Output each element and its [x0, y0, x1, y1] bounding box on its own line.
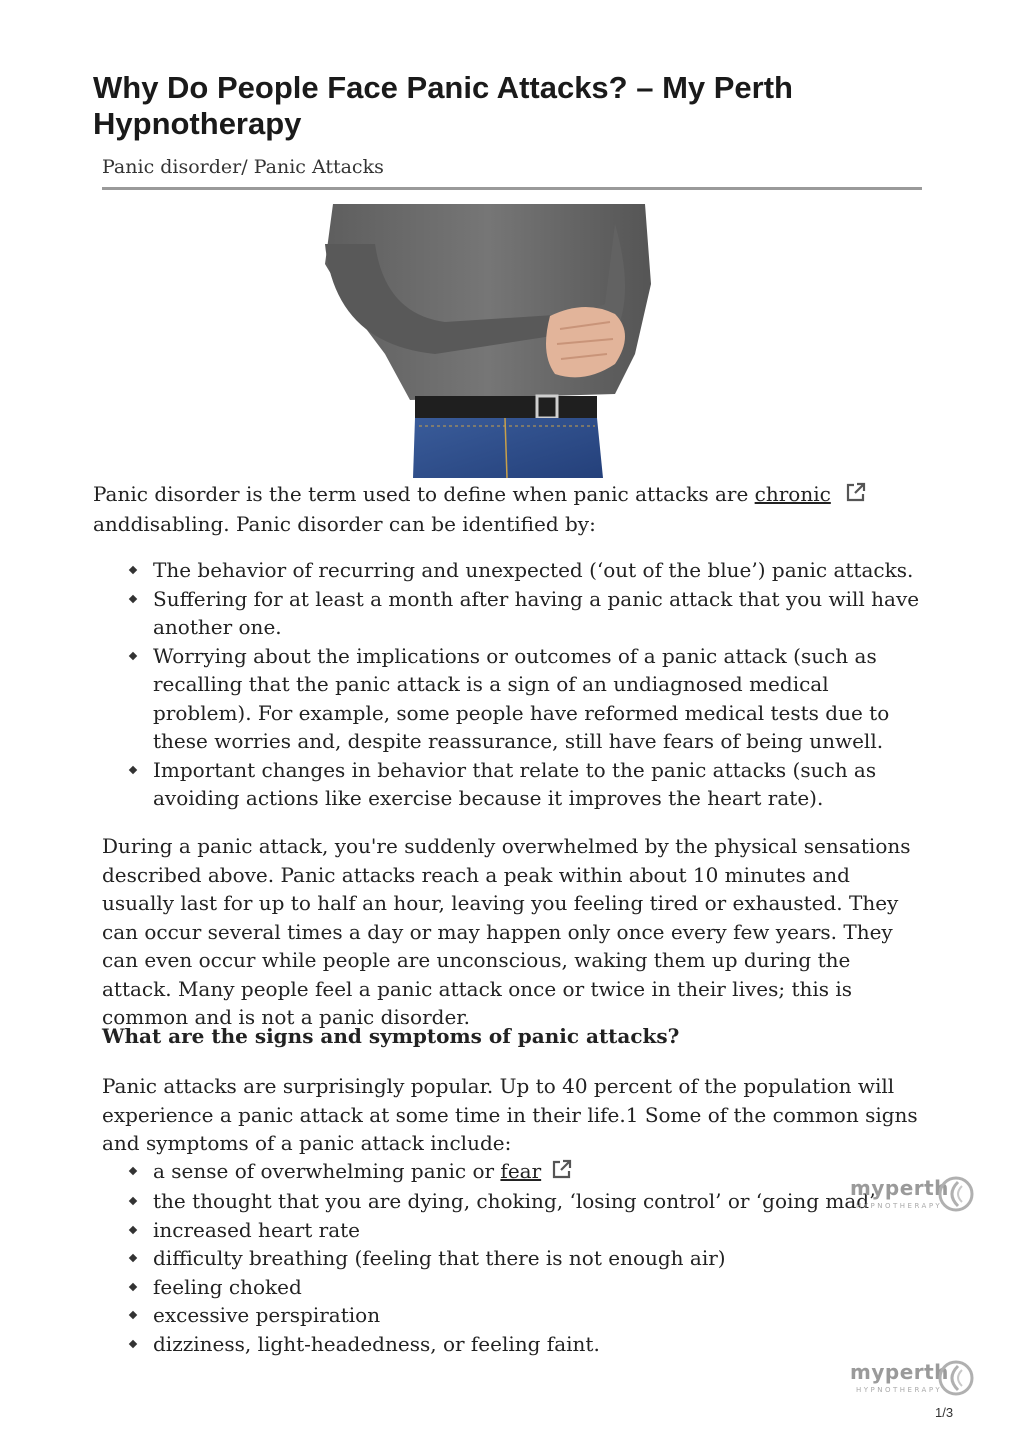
page-number: 1/3 [935, 1405, 954, 1420]
intro-text-after: anddisabling. Panic disorder can be identified by: [93, 512, 596, 537]
diamond-bullet-icon [129, 1197, 137, 1205]
hypnotherapy-logo-icon [938, 1360, 974, 1396]
panic-disorder-criteria-list [130, 556, 920, 813]
list-item: excessive perspiration [130, 1301, 920, 1330]
page-title: Why Do People Face Panic Attacks? – My Perth Hypnotherapy [93, 70, 793, 141]
list-item: The behavior of recurring and unexpected (‘out of the blue’) panic attacks. [130, 556, 920, 585]
list-item: a sense of overwhelming panic or fear [130, 1157, 920, 1187]
diamond-bullet-icon [129, 1311, 137, 1319]
diamond-bullet-icon [129, 1254, 137, 1262]
intro-text-before: Panic disorder is the term used to define when panic attacks are [93, 482, 755, 506]
myperth-logo: myperth HYPNOTHERAPY [850, 1360, 974, 1400]
fear-link[interactable]: fear [500, 1159, 542, 1183]
external-link-icon[interactable] [845, 481, 867, 511]
list-item: difficulty breathing (feeling that there is not enough air) [130, 1244, 920, 1273]
diamond-bullet-icon [129, 1283, 137, 1291]
panic-attack-paragraph: During a panic attack, you're suddenly overwhelmed by the physical sensations described above. Panic attacks reach a peak within about 10 minutes and usually last for up to half an hour, leaving you feeling tired or exhausted. They can occur several times a day or may happen only once every few years. They can even occur while people are unconscious, waking them up during the attack. Many people feel a panic attack once or twice in their lives; this is common and is not a panic disorder. [102, 834, 911, 1029]
diamond-bullet-icon [129, 594, 137, 602]
diamond-bullet-icon [129, 651, 137, 659]
intro-paragraph [93, 480, 993, 539]
list-item: Important changes in behavior that relate to the panic attacks (such as avoiding actions like exercise because it improves the heart rate). [130, 756, 920, 813]
list-item: the thought that you are dying, choking, ‘losing control’ or ‘going mad’ [130, 1187, 920, 1216]
diamond-bullet-icon [129, 1167, 137, 1175]
breadcrumb: Panic disorder/ Panic Attacks [102, 156, 384, 178]
diamond-bullet-icon [129, 1226, 137, 1234]
list-item: Worrying about the implications or outcomes of a panic attack (such as recalling that the panic attack is a sign of an undiagnosed medical problem). For example, some people have reformed medical tests due to these worries and, despite reassurance, still have fears of being unwell. [130, 642, 920, 756]
list-item: dizziness, light-headedness, or feeling faint. [130, 1330, 920, 1359]
diamond-bullet-icon [129, 765, 137, 773]
signs-paragraph: Panic attacks are surprisingly popular. Up to 40 percent of the population will experience a panic attack at some time in their life.1 Some of the common signs and symptoms of a panic attack include: [102, 1074, 918, 1155]
list-item: Suffering for at least a month after having a panic attack that you will have another one. [130, 585, 920, 642]
list-item: feeling choked [130, 1273, 920, 1302]
diamond-bullet-icon [129, 566, 137, 574]
diamond-bullet-icon [129, 1340, 137, 1348]
hypnotherapy-logo-icon [938, 1176, 974, 1212]
external-link-icon[interactable] [551, 1158, 573, 1188]
symptoms-list [130, 1157, 920, 1358]
chronic-link[interactable]: chronic [754, 482, 831, 506]
myperth-logo: myperth HYPNOTHERAPY [850, 1176, 974, 1216]
signs-heading: What are the signs and symptoms of panic attacks? [102, 1024, 680, 1048]
title-divider [102, 187, 922, 190]
list-item: increased heart rate [130, 1216, 920, 1245]
article-photo [315, 204, 655, 478]
